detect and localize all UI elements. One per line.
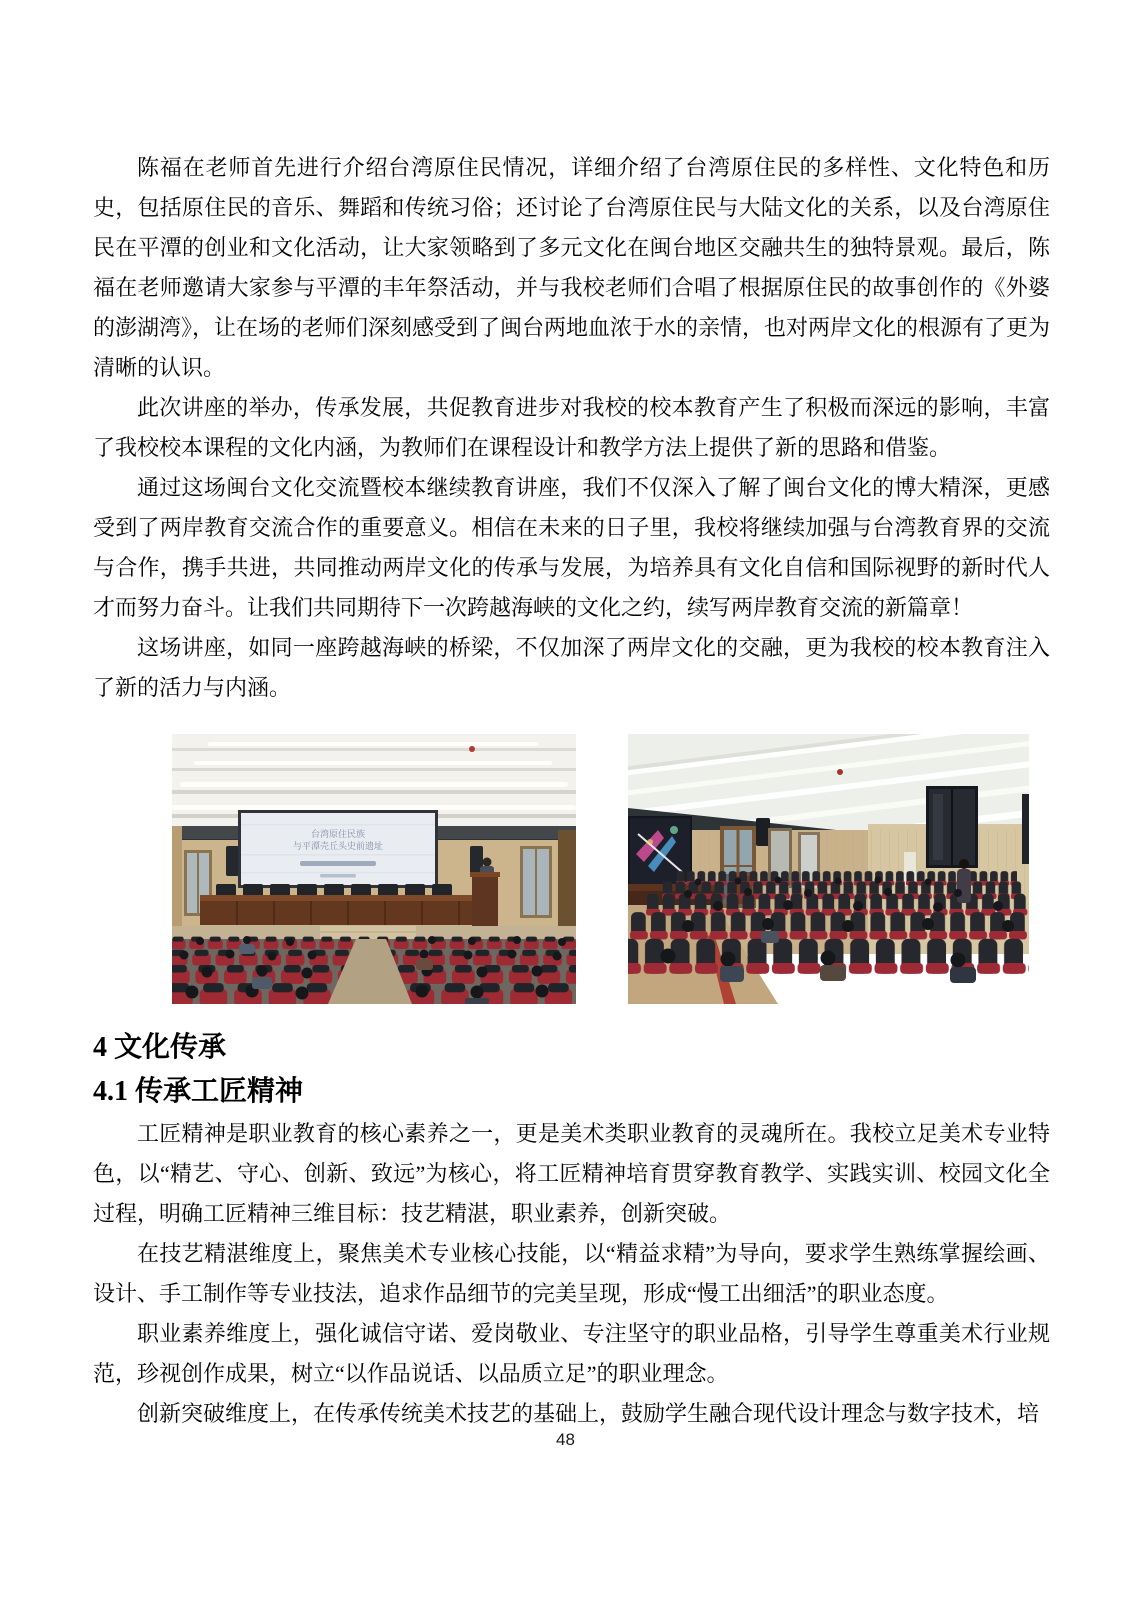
photo-lecture-hall-side: [628, 734, 1029, 1004]
dark-window: [926, 786, 978, 868]
window-right: [520, 846, 552, 918]
speaker-left: [226, 846, 239, 876]
culture-paragraph-1: 工匠精神是职业教育的核心素养之一，更是美术类职业教育的灵魂所在。我校立足美术专业特色，以“精艺、守心、创新、致远”为核心，将工匠精神培育贯穿教育教学、实践实训、校园文化全过程，明确工匠精神三维目标：技艺精湛，职业素养，创新突破。: [93, 1121, 1050, 1226]
culture-paragraph-4: 创新突破维度上，在传承传统美术技艺的基础上，鼓励学生融合现代设计理念与数字技术，培: [137, 1401, 1040, 1426]
section-heading-culture: 4 文化传承: [93, 1032, 227, 1063]
slide-title-line2: 与平潭壳丘头史前遗址: [292, 841, 384, 851]
page-content: [93, 148, 1050, 1434]
slide-subtitle-bar: [300, 861, 376, 866]
intro-paragraph-3: 通过这场闽台文化交流暨校本继续教育讲座，我们不仅深入了解了闽台文化的博大精深，更感受到了两岸教育交流合作的重要意义。相信在未来的日子里，我校将继续加强与台湾教育界的交流与合作，携手共进，共同推动两岸文化的传承与发展，为培养具有文化自信和国际视野的新时代人才而努力奋斗。让我们共同期待下一次跨越海峡的文化之约，续写两岸教育交流的新篇章！: [93, 475, 1050, 620]
page-number: 48: [556, 1430, 575, 1449]
culture-paragraph-2: 在技艺精湛维度上，聚焦美术专业核心技能，以“精益求精”为导向，要求学生熟练掌握绘画、设计、手工制作等专业技法，追求作品细节的完美呈现，形成“慢工出细活”的职业态度。: [93, 1241, 1050, 1306]
photo-row: [172, 734, 1050, 1004]
intro-paragraph-2: 此次讲座的举办，传承发展，共促教育进步对我校的校本教育产生了积极而深远的影响，丰富了我校校本课程的文化内涵，为教师们在课程设计和教学方法上提供了新的思路和借鉴。: [93, 395, 1050, 460]
intro-paragraph-1: 陈福在老师首先进行介绍台湾原住民情况，详细介绍了台湾原住民的多样性、文化特色和历史，包括原住民的音乐、舞蹈和传统习俗；还讨论了台湾原住民与大陆文化的关系，以及台湾原住民在平潭的创业和文化活动，让大家领略到了多元文化在闽台地区交融共生的独特景观。最后，陈福在老师邀请大家参与平潭的丰年祭活动，并与我校老师们合唱了根据原住民的故事创作的《外婆的澎湖湾》，让在场的老师们深刻感受到了闽台两地血浓于水的亲情，也对两岸文化的根源有了更为清晰的认识。: [93, 155, 1051, 380]
ceiling-sensor: [837, 769, 843, 775]
audience-seats: [172, 936, 576, 1004]
subsection-heading-craftsman: 4.1 传承工匠精神: [93, 1076, 304, 1107]
slide-footer-bar: [320, 874, 356, 878]
rostrum-table: [200, 895, 496, 925]
speaker-box: [756, 818, 770, 846]
intro-paragraph-4: 这场讲座，如同一座跨越海峡的桥梁，不仅加深了两岸文化的交融，更为我校的校本教育注入了新的活力与内涵。: [93, 635, 1050, 700]
photo-lecture-hall-front: [172, 734, 576, 1004]
slide-title-line1: 台湾原住民族: [310, 829, 366, 839]
podium: [470, 872, 500, 926]
projection-screen: [238, 810, 438, 888]
ceiling-sensor: [469, 746, 475, 752]
right-edge-window: [1022, 794, 1029, 864]
culture-paragraph-3: 职业素养维度上，强化诚信守诺、爱岗敬业、专注坚守的职业品格，引导学生尊重美术行业规范，珍视创作成果，树立“以作品说话、以品质立足”的职业理念。: [93, 1321, 1050, 1386]
